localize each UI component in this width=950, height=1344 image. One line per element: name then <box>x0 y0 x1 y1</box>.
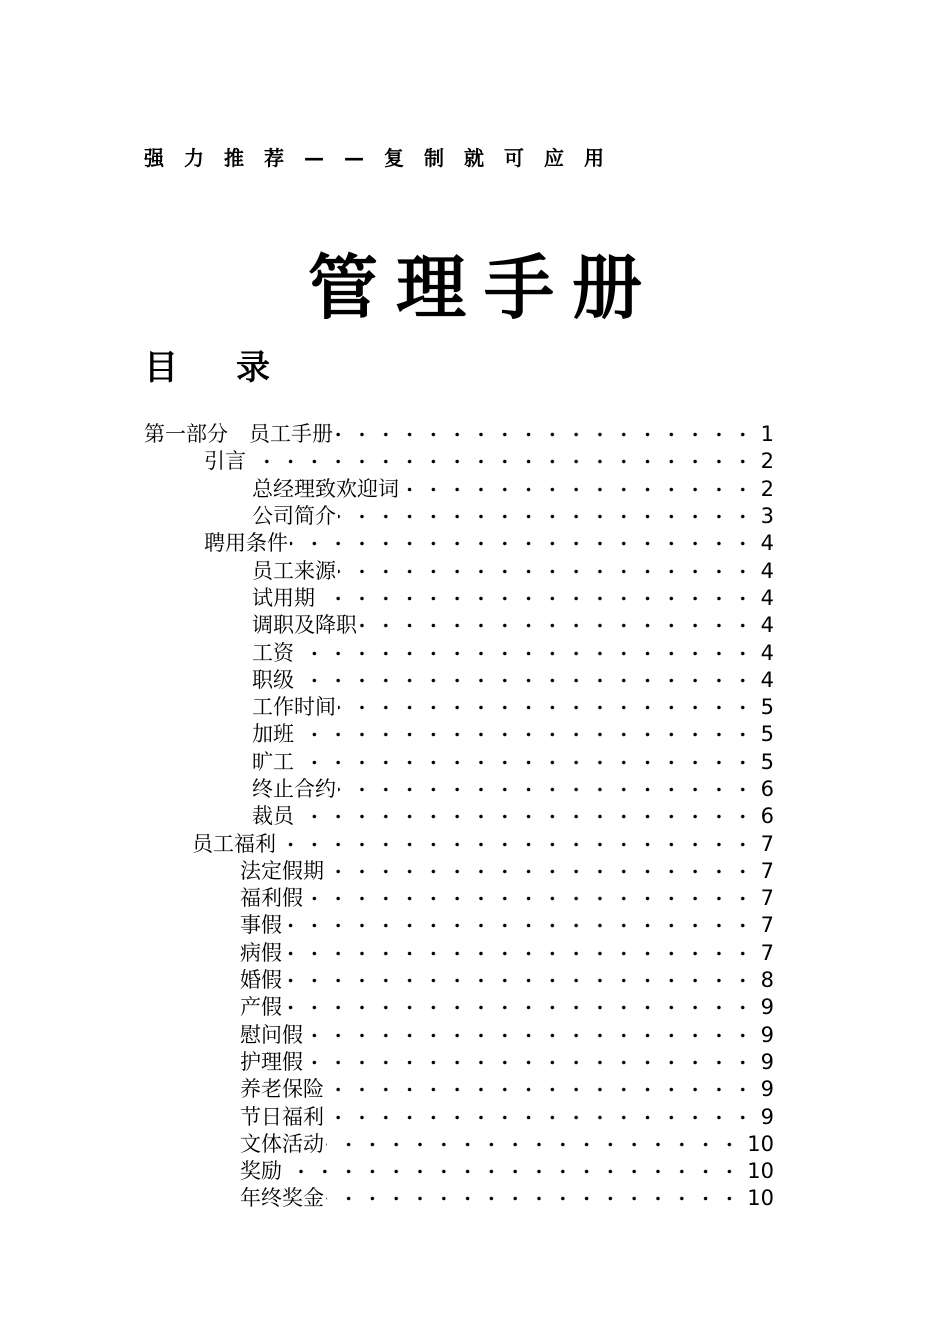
toc-entry-label: 总经理致欢迎词 <box>252 476 399 501</box>
toc-entry-label: 第一部分 员工手册 <box>144 422 333 447</box>
toc-entry[interactable] <box>144 530 774 557</box>
toc-entry[interactable] <box>144 503 774 530</box>
toc-entry-label: 产假 <box>240 995 282 1020</box>
toc-entry-label: 病假 <box>240 940 282 965</box>
toc-entry-label: 加班 <box>252 722 294 747</box>
toc-entry[interactable] <box>144 639 774 666</box>
toc-entry-page-number: 4 <box>760 531 774 556</box>
toc-dot-leader <box>335 421 757 448</box>
toc-entry-label: 旷工 <box>252 749 294 774</box>
toc-entry-label: 节日福利 <box>240 1104 324 1129</box>
toc-entry-page-number: 4 <box>760 667 774 692</box>
toc-entry[interactable] <box>144 776 774 803</box>
toc-dot-leader <box>305 885 757 912</box>
toc-dot-leader <box>284 967 757 994</box>
toc-entry[interactable] <box>144 1103 774 1130</box>
toc-entry-label: 员工福利 <box>192 831 276 856</box>
toc-entry[interactable] <box>144 967 774 994</box>
toc-entry[interactable] <box>144 557 774 584</box>
toc-entry-label: 终止合约 <box>252 777 336 801</box>
toc-entry[interactable] <box>144 994 774 1021</box>
toc-entry[interactable] <box>144 585 774 612</box>
toc-entry-page-number: 4 <box>760 640 774 665</box>
toc-dot-leader <box>338 558 757 585</box>
toc-dot-leader <box>338 694 757 721</box>
toc-dot-leader <box>296 721 757 748</box>
toc-dot-leader <box>338 503 757 530</box>
toc-entry-page-number: 8 <box>760 968 774 993</box>
toc-entry-label: 公司简介 <box>252 504 336 529</box>
toc-entry-label: 护理假 <box>240 1049 303 1074</box>
toc-dot-leader <box>326 1104 757 1131</box>
toc-dot-leader <box>401 476 757 503</box>
toc-entry-page-number: 7 <box>760 831 774 856</box>
toc-dot-leader <box>248 448 757 475</box>
toc-entry-page-number: 6 <box>760 777 774 801</box>
toc-entry[interactable] <box>144 803 774 830</box>
toc-entry[interactable] <box>144 1022 774 1049</box>
toc-dot-leader <box>284 994 757 1021</box>
toc-entry-label: 职级 <box>252 667 294 692</box>
toc-entry-page-number: 4 <box>760 558 774 583</box>
toc-entry-page-number: 5 <box>760 749 774 774</box>
toc-entry[interactable] <box>144 1158 774 1185</box>
toc-dot-leader <box>359 612 757 639</box>
toc-dot-leader <box>296 803 757 830</box>
toc-entry-page-number: 4 <box>760 585 774 610</box>
toc-entry[interactable] <box>144 1076 774 1103</box>
toc-entry[interactable] <box>144 1185 774 1212</box>
toc-heading: 目录 <box>144 348 328 388</box>
toc-entry-label: 文体活动 <box>240 1131 324 1156</box>
toc-entry-page-number: 10 <box>747 1159 774 1184</box>
toc-entry[interactable] <box>144 858 774 885</box>
toc-entry-label: 福利假 <box>240 886 303 911</box>
toc-entry-page-number: 9 <box>760 1077 774 1102</box>
toc-entry[interactable] <box>144 667 774 694</box>
toc-entry-page-number: 2 <box>760 476 774 501</box>
toc-entry-label: 工资 <box>252 640 294 665</box>
toc-entry[interactable] <box>144 694 774 721</box>
toc-dot-leader <box>284 940 757 967</box>
toc-dot-leader <box>305 1049 757 1076</box>
toc-entry-page-number: 9 <box>760 995 774 1020</box>
toc-entry[interactable] <box>144 448 774 475</box>
document-title: 管理手册 <box>308 247 660 329</box>
toc-entry-label: 员工来源 <box>252 558 336 583</box>
toc-entry-page-number: 9 <box>760 1104 774 1129</box>
toc-entry-label: 引言 <box>204 449 246 474</box>
toc-entry[interactable] <box>144 830 774 857</box>
toc-dot-leader <box>296 667 757 694</box>
toc-entry[interactable] <box>144 912 774 939</box>
toc-dot-leader <box>326 858 757 885</box>
toc-entry[interactable] <box>144 885 774 912</box>
toc-dot-leader <box>278 831 757 858</box>
toc-entry-page-number: 7 <box>760 858 774 883</box>
toc-entry-page-number: 9 <box>760 1022 774 1047</box>
toc-entry-label: 年终奖金 <box>240 1186 324 1211</box>
toc-entry-page-number: 3 <box>760 504 774 529</box>
toc-entry-label: 法定假期 <box>240 858 324 883</box>
toc-entry-label: 事假 <box>240 913 282 938</box>
toc-dot-leader <box>290 530 757 557</box>
toc-entry[interactable] <box>144 721 774 748</box>
toc-dot-leader <box>317 585 757 612</box>
toc-entry[interactable] <box>144 749 774 776</box>
toc-entry-label: 工作时间 <box>252 695 336 720</box>
toc-entry-page-number: 7 <box>760 940 774 965</box>
toc-entry-page-number: 2 <box>760 449 774 474</box>
toc-entry-label: 调职及降职 <box>252 613 357 638</box>
toc-dot-leader <box>326 1185 743 1212</box>
toc-entry-label: 奖励 <box>240 1159 282 1184</box>
toc-dot-leader <box>326 1131 743 1158</box>
toc-entry-label: 裁员 <box>252 804 294 829</box>
toc-entry-label: 试用期 <box>252 585 315 610</box>
toc-entry[interactable] <box>144 421 774 448</box>
toc-dot-leader <box>296 749 757 776</box>
toc-entry-page-number: 10 <box>747 1186 774 1211</box>
toc-entry-page-number: 7 <box>760 886 774 911</box>
toc-dot-leader <box>326 1076 757 1103</box>
toc-entry[interactable] <box>144 1131 774 1158</box>
toc-entry-page-number: 9 <box>760 1049 774 1074</box>
toc-entry-label: 婚假 <box>240 968 282 993</box>
toc-dot-leader <box>338 776 757 803</box>
toc-dot-leader <box>284 912 757 939</box>
toc-entry[interactable] <box>144 476 774 503</box>
toc-entry-page-number: 1 <box>760 422 774 447</box>
table-of-contents <box>144 421 774 1213</box>
toc-entry[interactable] <box>144 1049 774 1076</box>
toc-entry[interactable] <box>144 612 774 639</box>
toc-entry[interactable] <box>144 940 774 967</box>
toc-dot-leader <box>305 1022 757 1049</box>
toc-dot-leader <box>296 640 757 667</box>
toc-entry-page-number: 4 <box>760 613 774 638</box>
tagline: 强力推荐——复制就可应用 <box>144 146 624 170</box>
toc-entry-page-number: 7 <box>760 913 774 938</box>
toc-entry-page-number: 5 <box>760 695 774 720</box>
toc-dot-leader <box>284 1158 743 1185</box>
toc-entry-page-number: 6 <box>760 804 774 829</box>
toc-entry-page-number: 10 <box>747 1131 774 1156</box>
toc-entry-page-number: 5 <box>760 722 774 747</box>
toc-entry-label: 养老保险 <box>240 1077 324 1102</box>
toc-entry-label: 慰问假 <box>240 1022 303 1047</box>
toc-entry-label: 聘用条件 <box>204 531 288 556</box>
